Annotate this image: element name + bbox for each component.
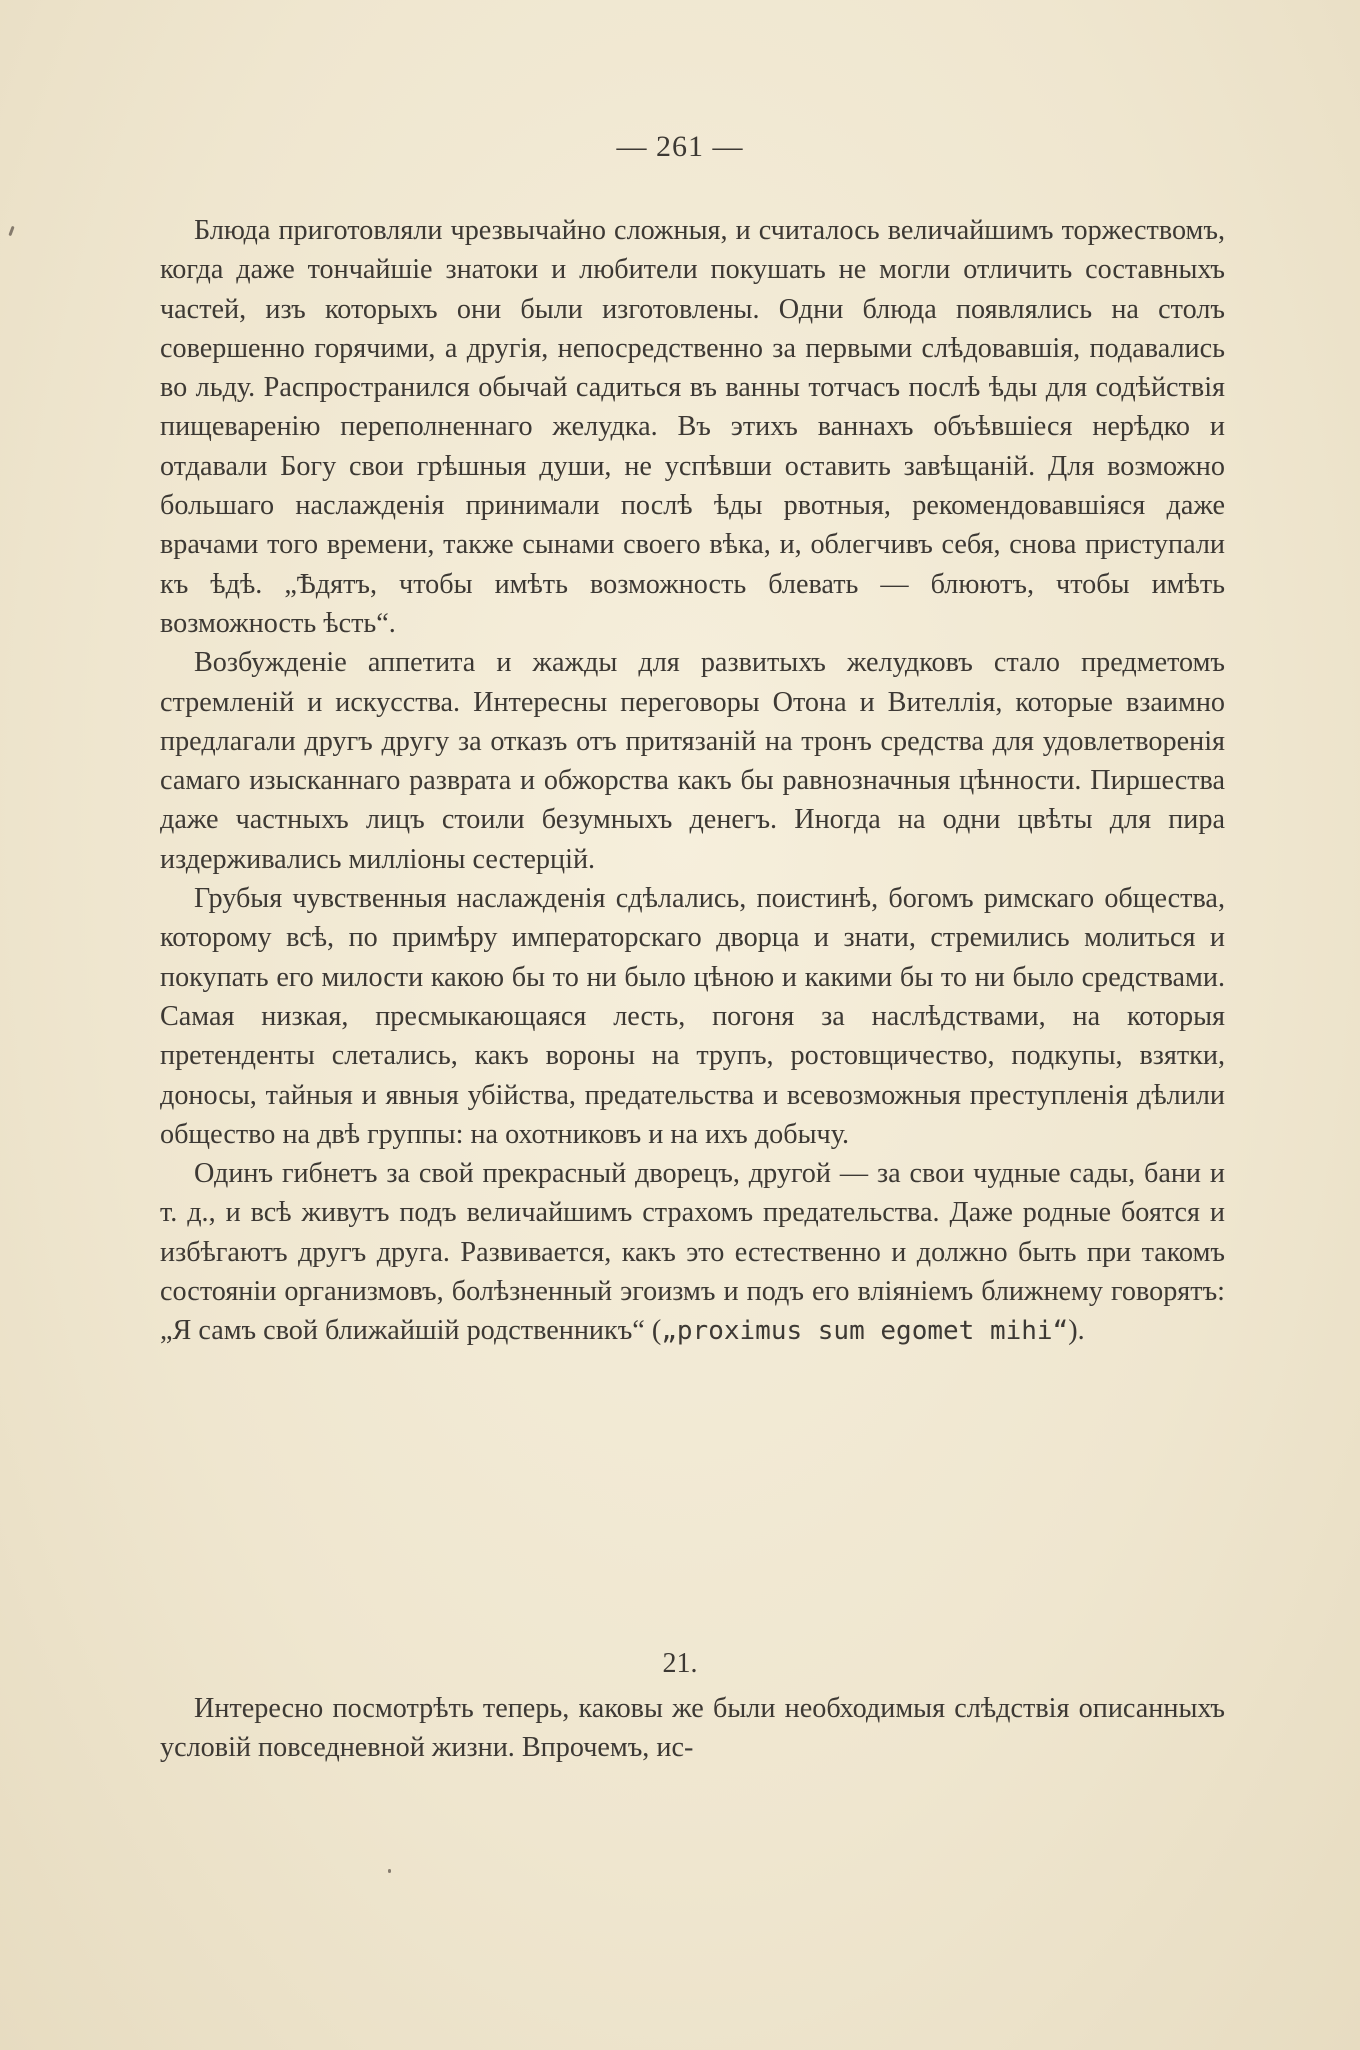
page-number: — 261 — bbox=[616, 130, 744, 163]
paragraph-1: Блюда приготовляли чрезвычайно сложныя, и считалось величайшимъ торжествомъ, когда даже тончайшіе знатоки и любители покушать не могли отличить составныхъ частей, изъ которыхъ они были изготовлены. Одни блюда появлялись на столъ совершенно горячими, а другія, непосредственно за первыми слѣдовавшія, подавались во льду. Распространился обычай садиться въ ванны тотчасъ послѣ ѣды для содѣйствія пищеваренію переполненнаго желудка. Въ этихъ ваннахъ объѣвшіеся нерѣдко и отдавали Богу свои грѣшныя души, не успѣвши оставить завѣщаній. Для возможно большаго наслажденія принимали послѣ ѣды рвотныя, рекомендовавшіяся даже врачами того времени, также сынами своего вѣка, и, облегчивъ себя, снова приступали къ ѣдѣ. „Ѣдятъ, чтобы имѣть возможность блевать — блюютъ, чтобы имѣть возможность ѣсть“. bbox=[160, 215, 1225, 639]
main-text bbox=[160, 211, 1225, 1352]
paragraph-4 bbox=[160, 1154, 1225, 1351]
paragraph-2: Возбужденіе аппетита и жажды для развитыхъ желудковъ стало предметомъ стремленій и искусства. Интересны переговоры Отона и Вителлія, которые взаимно предлагали другъ другу за отказъ отъ притязаній на тронъ средства для удовлетворенія самаго изысканнаго разврата и обжорства какъ бы равнозначныя цѣнности. Пиршества даже частныхъ лицъ стоили безумныхъ денегъ. Иногда на одни цвѣты для пира издерживались милліоны сестерцій. bbox=[160, 647, 1225, 875]
ink-speck bbox=[388, 1869, 391, 1873]
margin-ink-speck bbox=[8, 226, 14, 236]
paragraph-4-text: Одинъ гибнетъ за свой прекрасный дворецъ, другой — за свои чудные сады, бани и т. д., и всѣ живутъ подъ величайшимъ страхомъ предательства. Даже родные боятся и избѣгаютъ другъ друга. Развивается, какъ это естественно и должно быть при такомъ состояніи организмовъ, болѣзненный эгоизмъ и подъ его вліяніемъ ближнему говорятъ: „Я самъ свой ближайшій родственникъ“ ( bbox=[160, 1158, 1225, 1347]
closing-punctuation: ). bbox=[1068, 1315, 1085, 1347]
paragraph-5: Интересно посмотрѣть теперь, каковы же были необходимыя слѣдствія описанныхъ условій повседневной жизни. Впрочемъ, ис- bbox=[160, 1693, 1225, 1764]
section-number: 21. bbox=[662, 1648, 698, 1679]
latin-quote: „proximus sum egomet mihi“ bbox=[661, 1316, 1069, 1347]
section-text bbox=[160, 1689, 1225, 1768]
paragraph-3: Грубыя чувственныя наслажденія сдѣлались, поистинѣ, богомъ римскаго общества, которому всѣ, по примѣру императорскаго дворца и знати, стремились молиться и покупать его милости какою бы то ни было цѣною и какими бы то ни было средствами. Самая низкая, пресмыкающаяся лесть, погоня за наслѣдствами, на которыя претенденты слетались, какъ вороны на трупъ, ростовщичество, подкупы, взятки, доносы, тайныя и явныя убійства, предательства и всевозможныя преступленія дѣлили общество на двѣ группы: на охотниковъ и на ихъ добычу. bbox=[160, 883, 1225, 1150]
